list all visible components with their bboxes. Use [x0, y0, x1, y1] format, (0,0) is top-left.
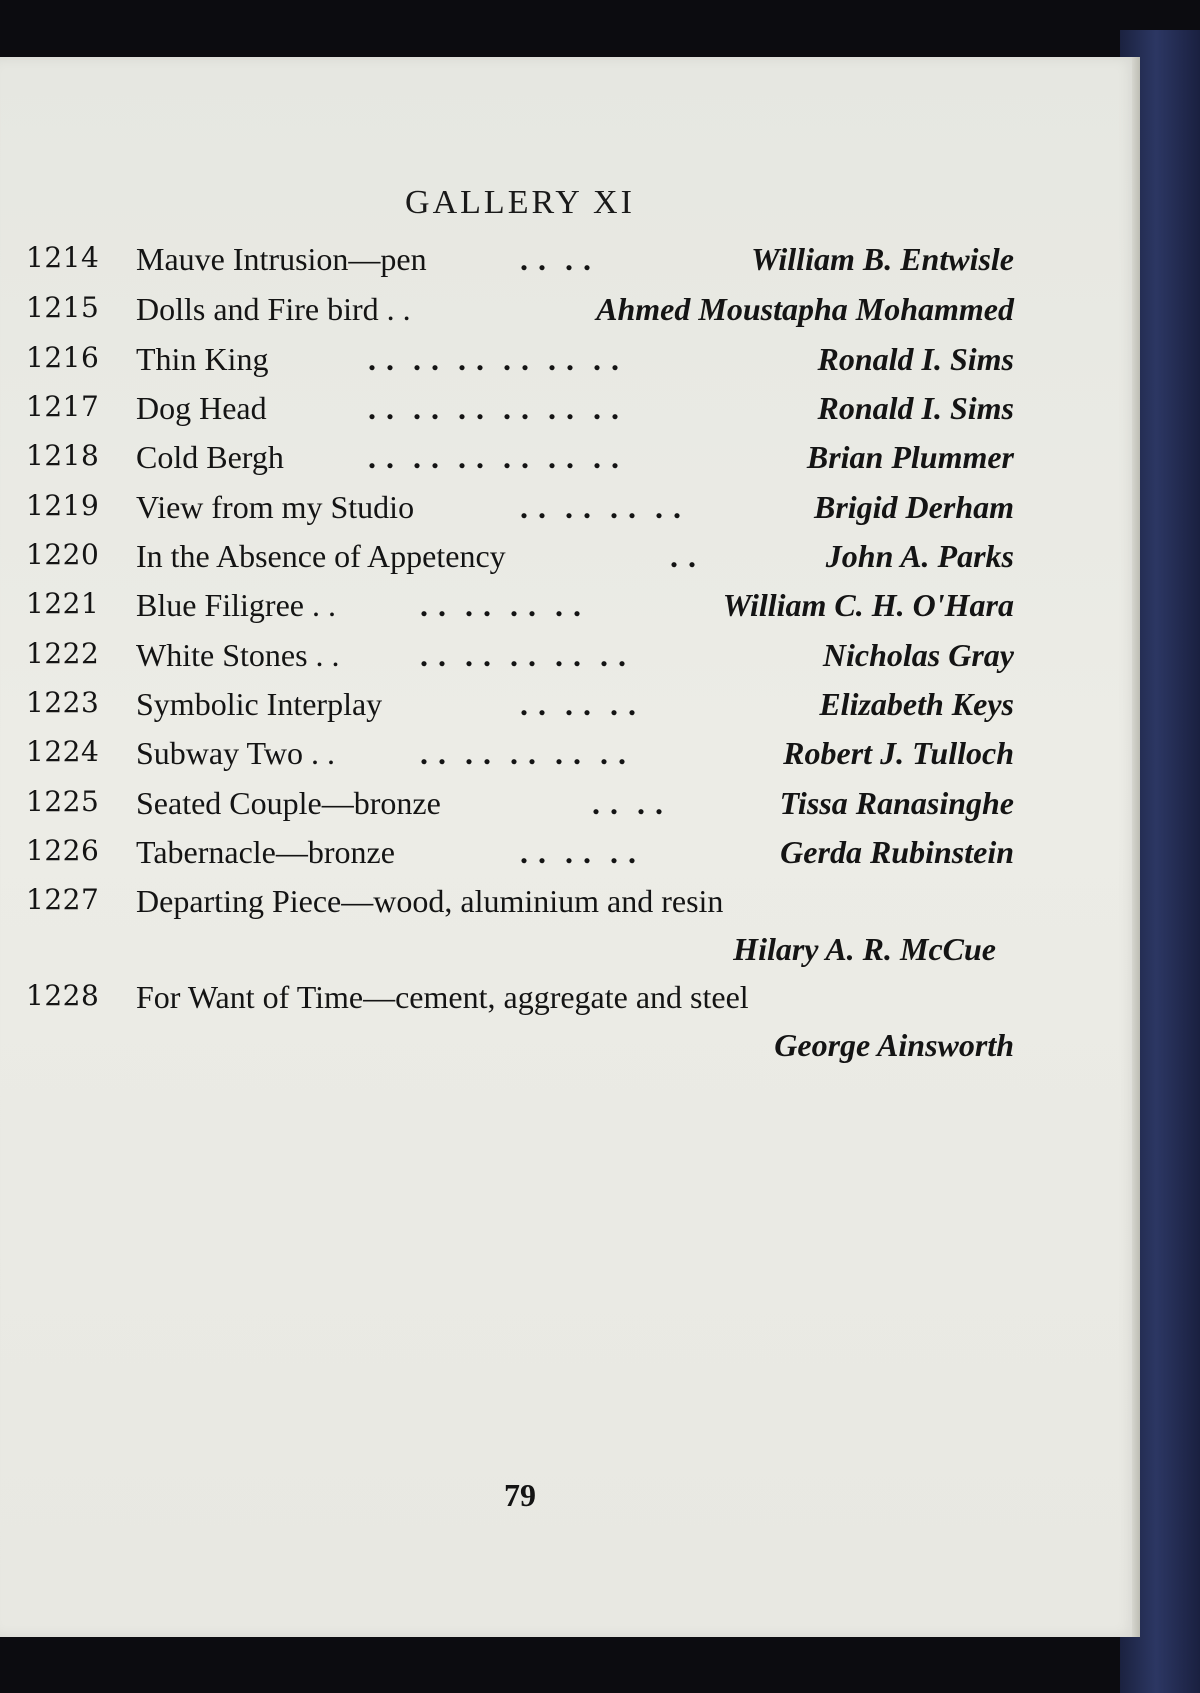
entry-artist: Robert J. Tulloch [783, 735, 1014, 771]
entry-number: 1225 [26, 785, 100, 818]
entry-artist: William C. H. O'Hara [722, 587, 1014, 623]
catalogue-entry [0, 834, 1040, 884]
entry-number: 1214 [26, 241, 100, 274]
entry-number: 1223 [26, 686, 100, 719]
entry-title: View from my Studio [136, 489, 415, 525]
entry-artist: Tissa Ranasinghe [779, 785, 1014, 821]
catalogue-entry [0, 686, 1040, 736]
entry-number: 1215 [26, 291, 100, 324]
dot-leader: . . . . [520, 241, 592, 277]
entry-title: Cold Bergh [136, 439, 284, 475]
entry-title: White Stones . . [136, 637, 340, 673]
catalogue-entry [0, 883, 1040, 967]
catalogue-entry [0, 979, 1040, 1063]
catalogue-entry [0, 291, 1040, 341]
dot-leader: . . . . . . [520, 834, 637, 870]
entry-artist: Ronald I. Sims [817, 341, 1014, 377]
entry-title: Mauve Intrusion—pen [136, 241, 427, 277]
entry-number: 1226 [26, 834, 100, 867]
entry-title: Departing Piece—wood, aluminium and resin [136, 883, 724, 919]
entry-title: In the Absence of Appetency [136, 538, 506, 574]
entry-title: Blue Filigree . . [136, 587, 336, 623]
catalogue-entries [0, 57, 1040, 1157]
entry-artist: Ronald I. Sims [817, 390, 1014, 426]
entry-number: 1217 [26, 390, 100, 423]
catalogue-entry [0, 637, 1040, 687]
entry-number: 1219 [26, 489, 100, 522]
entry-artist: Elizabeth Keys [819, 686, 1014, 722]
catalogue-entry [0, 439, 1040, 489]
entry-title: Dolls and Fire bird . . [136, 291, 411, 327]
entry-artist: Brigid Derham [813, 489, 1014, 525]
catalogue-entry [0, 341, 1040, 391]
entry-artist: William B. Entwisle [751, 241, 1014, 277]
gallery-heading: GALLERY XI [405, 184, 635, 221]
catalogue-entry [0, 489, 1040, 539]
entry-artist: Brian Plummer [806, 439, 1014, 475]
entry-number: 1228 [26, 979, 100, 1012]
catalogue-entry [0, 390, 1040, 440]
dot-leader: . . [670, 538, 697, 574]
entry-title: Subway Two . . [136, 735, 335, 771]
catalogue-entry [0, 241, 1040, 291]
entry-title: Symbolic Interplay [136, 686, 383, 722]
dot-leader: . . . . . . . . . . . . [368, 439, 620, 475]
entry-number: 1216 [26, 341, 100, 374]
entry-artist: Hilary A. R. McCue [733, 931, 996, 967]
entry-title: Dog Head [136, 390, 267, 426]
entry-title: Tabernacle—bronze [136, 834, 395, 870]
entry-artist: Nicholas Gray [822, 637, 1014, 673]
book-page [0, 57, 1140, 1637]
show-through-text [20, 1137, 1020, 1497]
dot-leader: . . . . . . . . . . . . [368, 390, 620, 426]
dot-leader: . . . . . . . . . . . . [368, 341, 620, 377]
entry-number: 1224 [26, 735, 100, 768]
entry-artist: Gerda Rubinstein [780, 834, 1014, 870]
dot-leader: . . . . . . [520, 686, 637, 722]
entry-artist: Ahmed Moustapha Mohammed [596, 291, 1014, 327]
entry-title: Seated Couple—bronze [136, 785, 441, 821]
dot-leader: . . . . . . . . [420, 587, 582, 623]
entry-artist: George Ainsworth [774, 1027, 1014, 1063]
entry-title: For Want of Time—cement, aggregate and steel [136, 979, 749, 1015]
entry-artist: John A. Parks [825, 538, 1014, 574]
dot-leader: . . . . [592, 785, 664, 821]
catalogue-entry [0, 735, 1040, 785]
entry-title: Thin King [136, 341, 269, 377]
dot-leader: . . . . . . . . . . [420, 637, 627, 673]
entry-number: 1218 [26, 439, 100, 472]
entry-number: 1221 [26, 587, 100, 620]
page-number: 79 [504, 1477, 536, 1513]
entry-number: 1227 [26, 883, 100, 916]
dot-leader: . . . . . . . . . . [420, 735, 627, 771]
page-edge [1132, 57, 1140, 1637]
catalogue-entry [0, 587, 1040, 637]
dot-leader: . . . . . . . . [520, 489, 682, 525]
entry-number: 1220 [26, 538, 100, 571]
entry-number: 1222 [26, 637, 100, 670]
catalogue-entry [0, 785, 1040, 835]
catalogue-entry [0, 538, 1040, 588]
